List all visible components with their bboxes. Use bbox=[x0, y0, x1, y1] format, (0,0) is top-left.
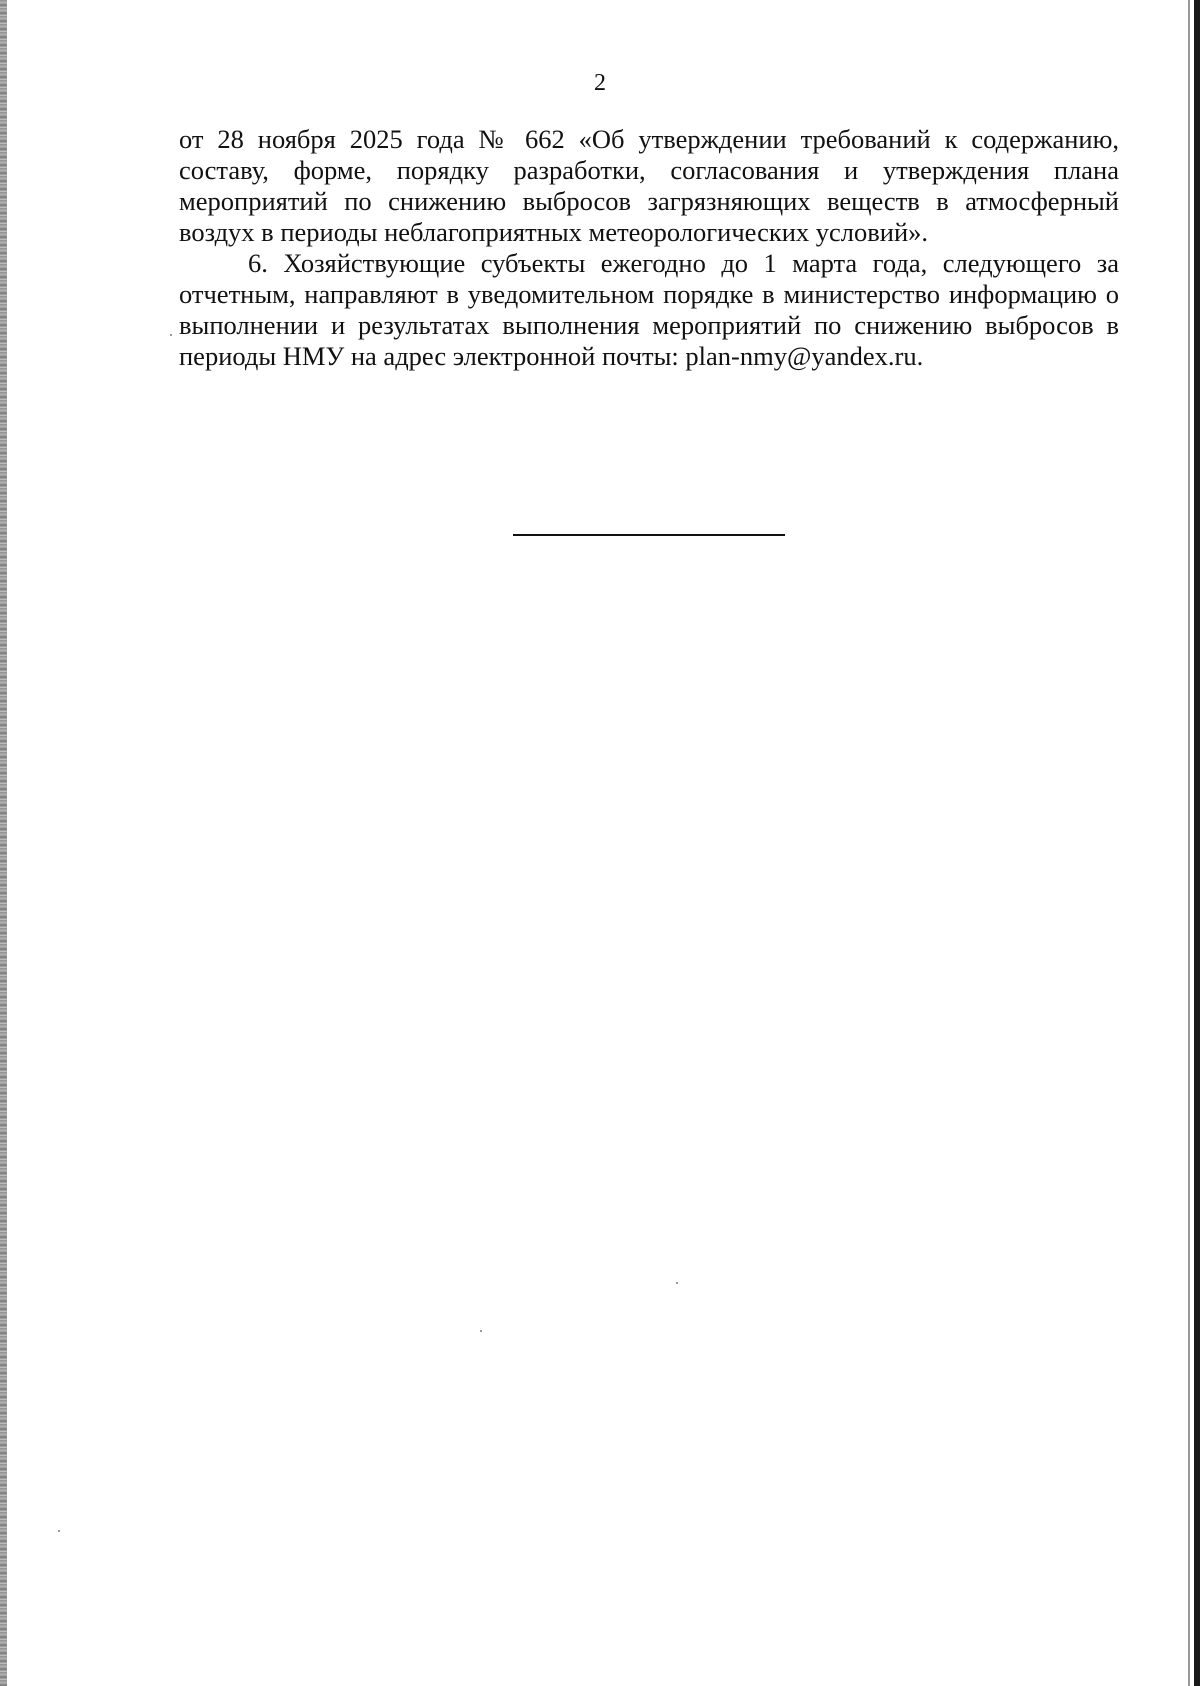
scan-edge-right-line bbox=[1188, 0, 1190, 1686]
page-number: 2 bbox=[594, 70, 606, 96]
scan-speck bbox=[58, 1530, 60, 1532]
scan-edge-right bbox=[1194, 0, 1200, 1686]
paragraph-continuation: от 28 ноября 2025 года № 662 «Об утверждении требований к содержанию, составу, форме, порядку разработки, согласования и утверждения плана мероприятий по снижению выбросов загрязняющих веществ в атмосферный воздух в периоды неблагоприятных метеорологических условий». bbox=[179, 124, 1119, 247]
scan-speck bbox=[170, 334, 172, 336]
end-separator-line bbox=[513, 534, 785, 536]
paragraph-item-6: 6. Хозяйствующие субъекты ежегодно до 1 марта года, следующего за отчетным, направляют в уведомительном порядке в министерство информацию о выполнении и результатах выполнения мероприятий по снижению выбросов в периоды НМУ на адрес электронной почты: plan-nmy@yandex.ru. bbox=[179, 248, 1119, 371]
scan-edge-left bbox=[0, 0, 7, 1686]
scan-speck bbox=[676, 1282, 678, 1284]
document-body bbox=[179, 124, 1119, 372]
scan-speck bbox=[480, 1330, 482, 1332]
